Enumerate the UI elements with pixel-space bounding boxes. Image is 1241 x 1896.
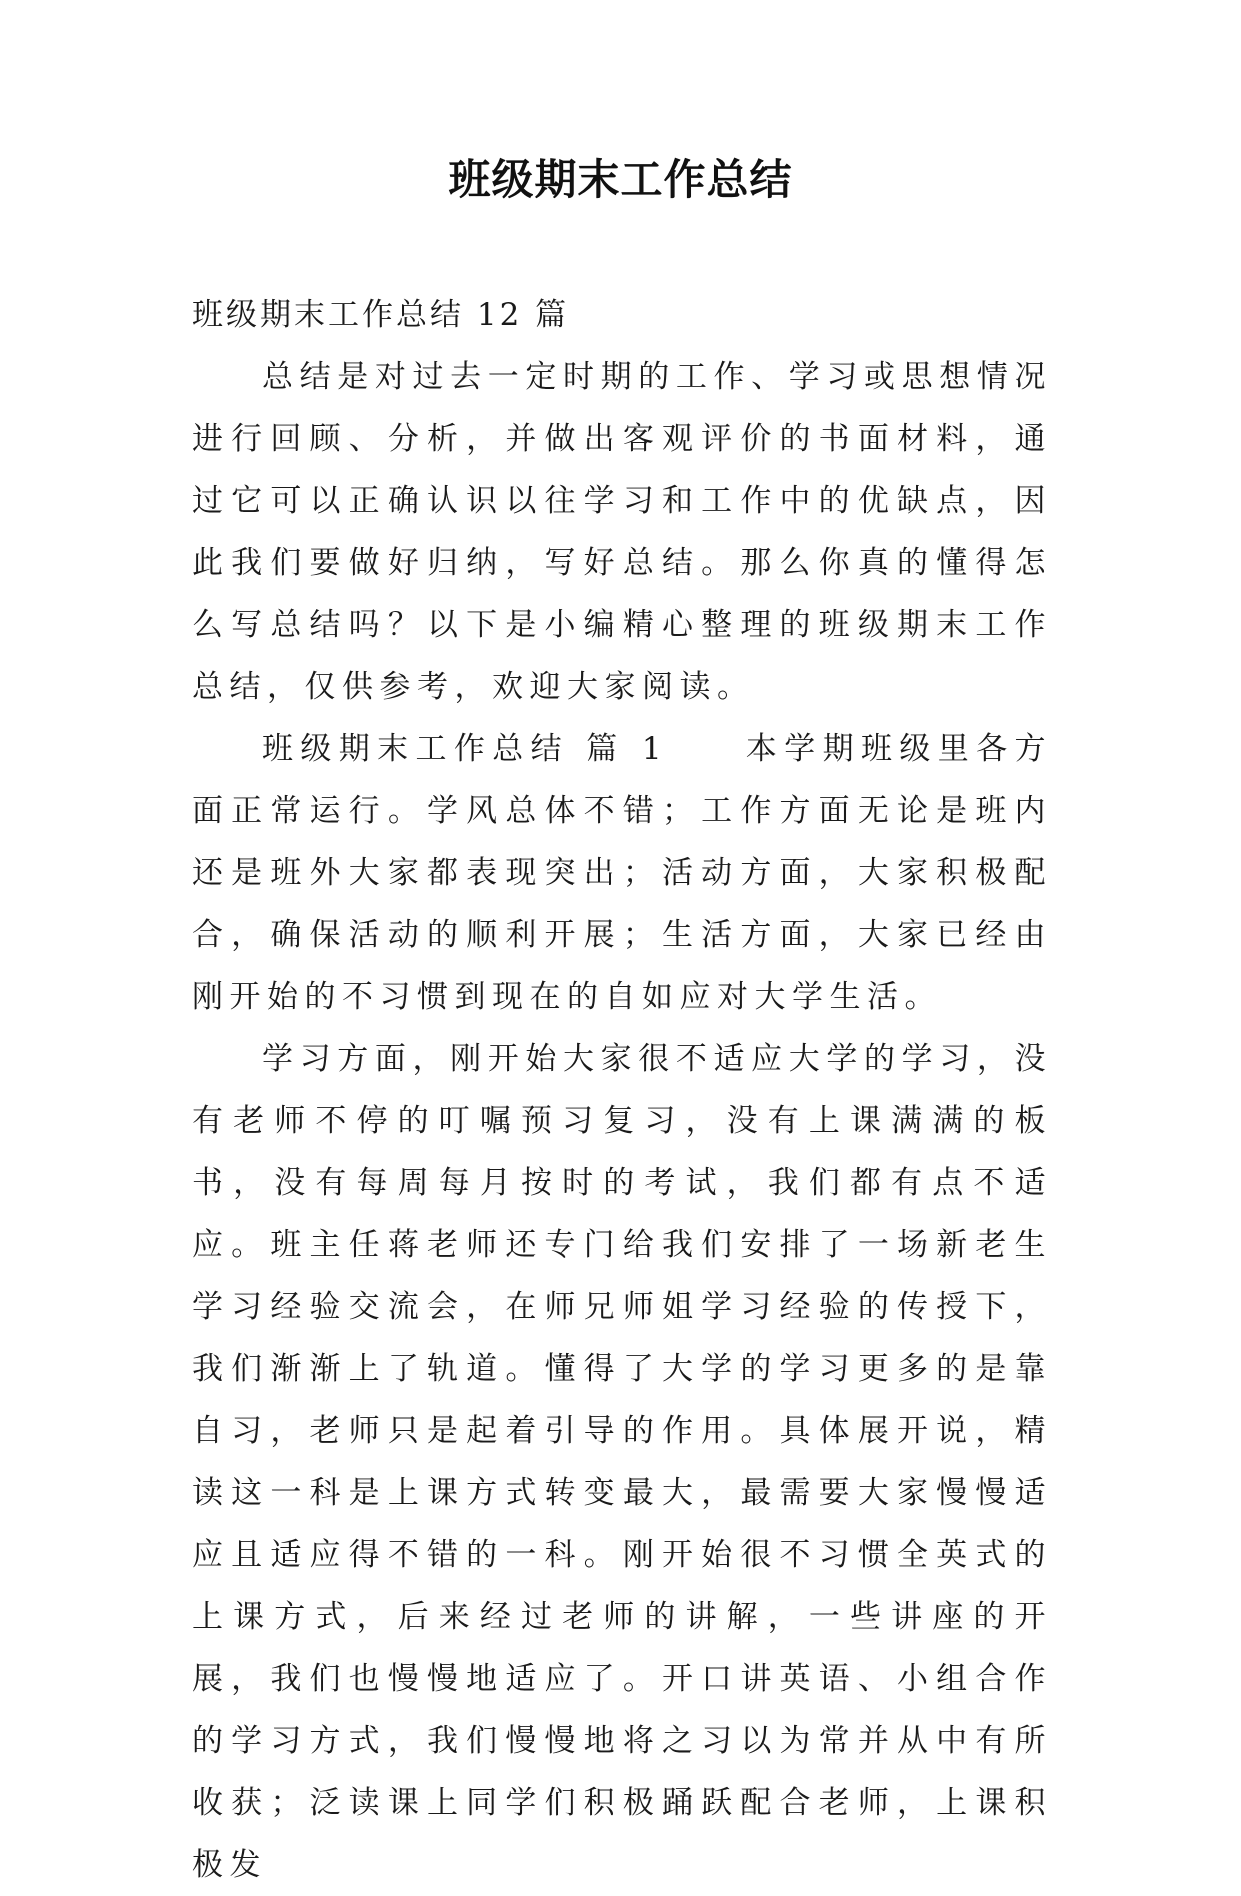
document-body xyxy=(192,284,1052,1896)
document-subtitle: 班级期末工作总结 12 篇 xyxy=(192,297,570,333)
intro-paragraph: 总结是对过去一定时期的工作、学习或思想情况进行回顾、分析，并做出客观评价的书面材料，通过它可以正确认识以往学习和工作中的优缺点，因此我们要做好归纳，写好总结。那么你真的懂得怎么写总结吗？以下是小编精心整理的班级期末工作总结，仅供参考，欢迎大家阅读。 xyxy=(192,359,1052,705)
study-paragraph: 学习方面，刚开始大家很不适应大学的学习，没有老师不停的叮嘱预习复习，没有上课满满的板书，没有每周每月按时的考试，我们都有点不适应。班主任蒋老师还专门给我们安排了一场新老生学习经验交流会，在师兄师姐学习经验的传授下，我们渐渐上了轨道。懂得了大学的学习更多的是靠自习，老师只是起着引导的作用。具体展开说，精读这一科是上课方式转变最大，最需要大家慢慢适应且适应得不错的一科。刚开始很不习惯全英式的上课方式，后来经过老师的讲解，一些讲座的开展，我们也慢慢地适应了。开口讲英语、小组合作的学习方式，我们慢慢地将之习以为常并从中有所收获；泛读课上同学们积极踊跃配合老师，上课积极发 xyxy=(192,1041,1052,1883)
section-1-paragraph: 班级期末工作总结 篇 1 本学期班级里各方面正常运行。学风总体不错；工作方面无论是班内还是班外大家都表现突出；活动方面，大家积极配合，确保活动的顺利开展；生活方面，大家已经由刚开始的不习惯到现在的自如应对大学生活。 xyxy=(192,731,1052,1015)
document-title: 班级期末工作总结 xyxy=(448,155,793,204)
